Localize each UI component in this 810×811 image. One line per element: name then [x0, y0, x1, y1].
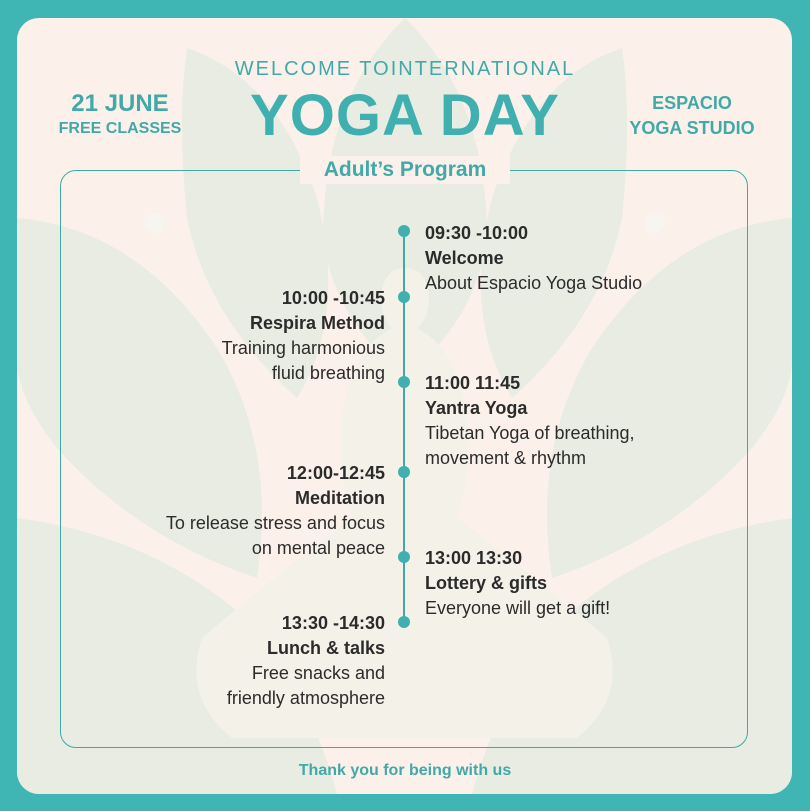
schedule-item-welcome: [425, 221, 745, 296]
schedule-description: fluid breathing: [271, 363, 385, 383]
schedule-item-respira: [90, 286, 385, 386]
timeline-dot: [398, 376, 410, 388]
studio-name-line2: YOGA STUDIO: [629, 118, 755, 138]
welcome-heading: WELCOME TOINTERNATIONAL: [234, 58, 576, 80]
schedule-name: Lunch & talks: [266, 638, 385, 658]
schedule-time: 10:00 -10:45: [281, 288, 385, 308]
schedule-time: 13:00 13:30: [425, 548, 523, 568]
timeline-dot: [398, 466, 410, 478]
schedule-description: on mental peace: [251, 538, 385, 558]
schedule-time: 13:30 -14:30: [281, 613, 385, 633]
studio-name-line1: ESPACIO: [652, 93, 732, 113]
schedule-description: Training harmonious: [221, 338, 385, 358]
schedule-time: 12:00-12:45: [286, 463, 385, 483]
schedule-description: Tibetan Yoga of breathing,: [425, 423, 635, 443]
schedule-description: Free snacks and: [251, 663, 385, 683]
timeline-dot: [398, 551, 410, 563]
schedule-item-lunch: [90, 611, 385, 711]
schedule-item-meditation: [90, 461, 385, 561]
schedule-description: To release stress and focus: [165, 513, 385, 533]
schedule-name: Meditation: [295, 488, 385, 508]
schedule-name: Yantra Yoga: [425, 398, 528, 418]
schedule-time: 11:00 11:45: [425, 373, 521, 393]
schedule-description: Everyone will get a gift!: [425, 598, 611, 618]
timeline-dot: [398, 616, 410, 628]
schedule-description: About Espacio Yoga Studio: [425, 273, 643, 293]
free-classes-label: FREE CLASSES: [58, 120, 182, 137]
timeline-dot: [398, 225, 410, 237]
thank-you-footer: Thank you for being with us: [298, 762, 512, 779]
schedule-name: Lottery & gifts: [425, 573, 548, 593]
timeline-dot: [398, 291, 410, 303]
event-date: 21 JUNE: [71, 90, 169, 117]
timeline-line: [403, 230, 405, 623]
schedule-description: friendly atmosphere: [226, 688, 385, 708]
schedule-item-lottery: [425, 546, 745, 621]
program-title: Adult’s Program: [300, 156, 510, 184]
schedule-item-yantra: [425, 371, 745, 471]
schedule-time: 09:30 -10:00: [425, 223, 529, 243]
schedule-name: Respira Method: [249, 313, 385, 333]
schedule-name: Welcome: [425, 248, 504, 268]
event-title: YOGA DAY: [250, 83, 560, 148]
schedule-description: movement & rhythm: [425, 448, 587, 468]
